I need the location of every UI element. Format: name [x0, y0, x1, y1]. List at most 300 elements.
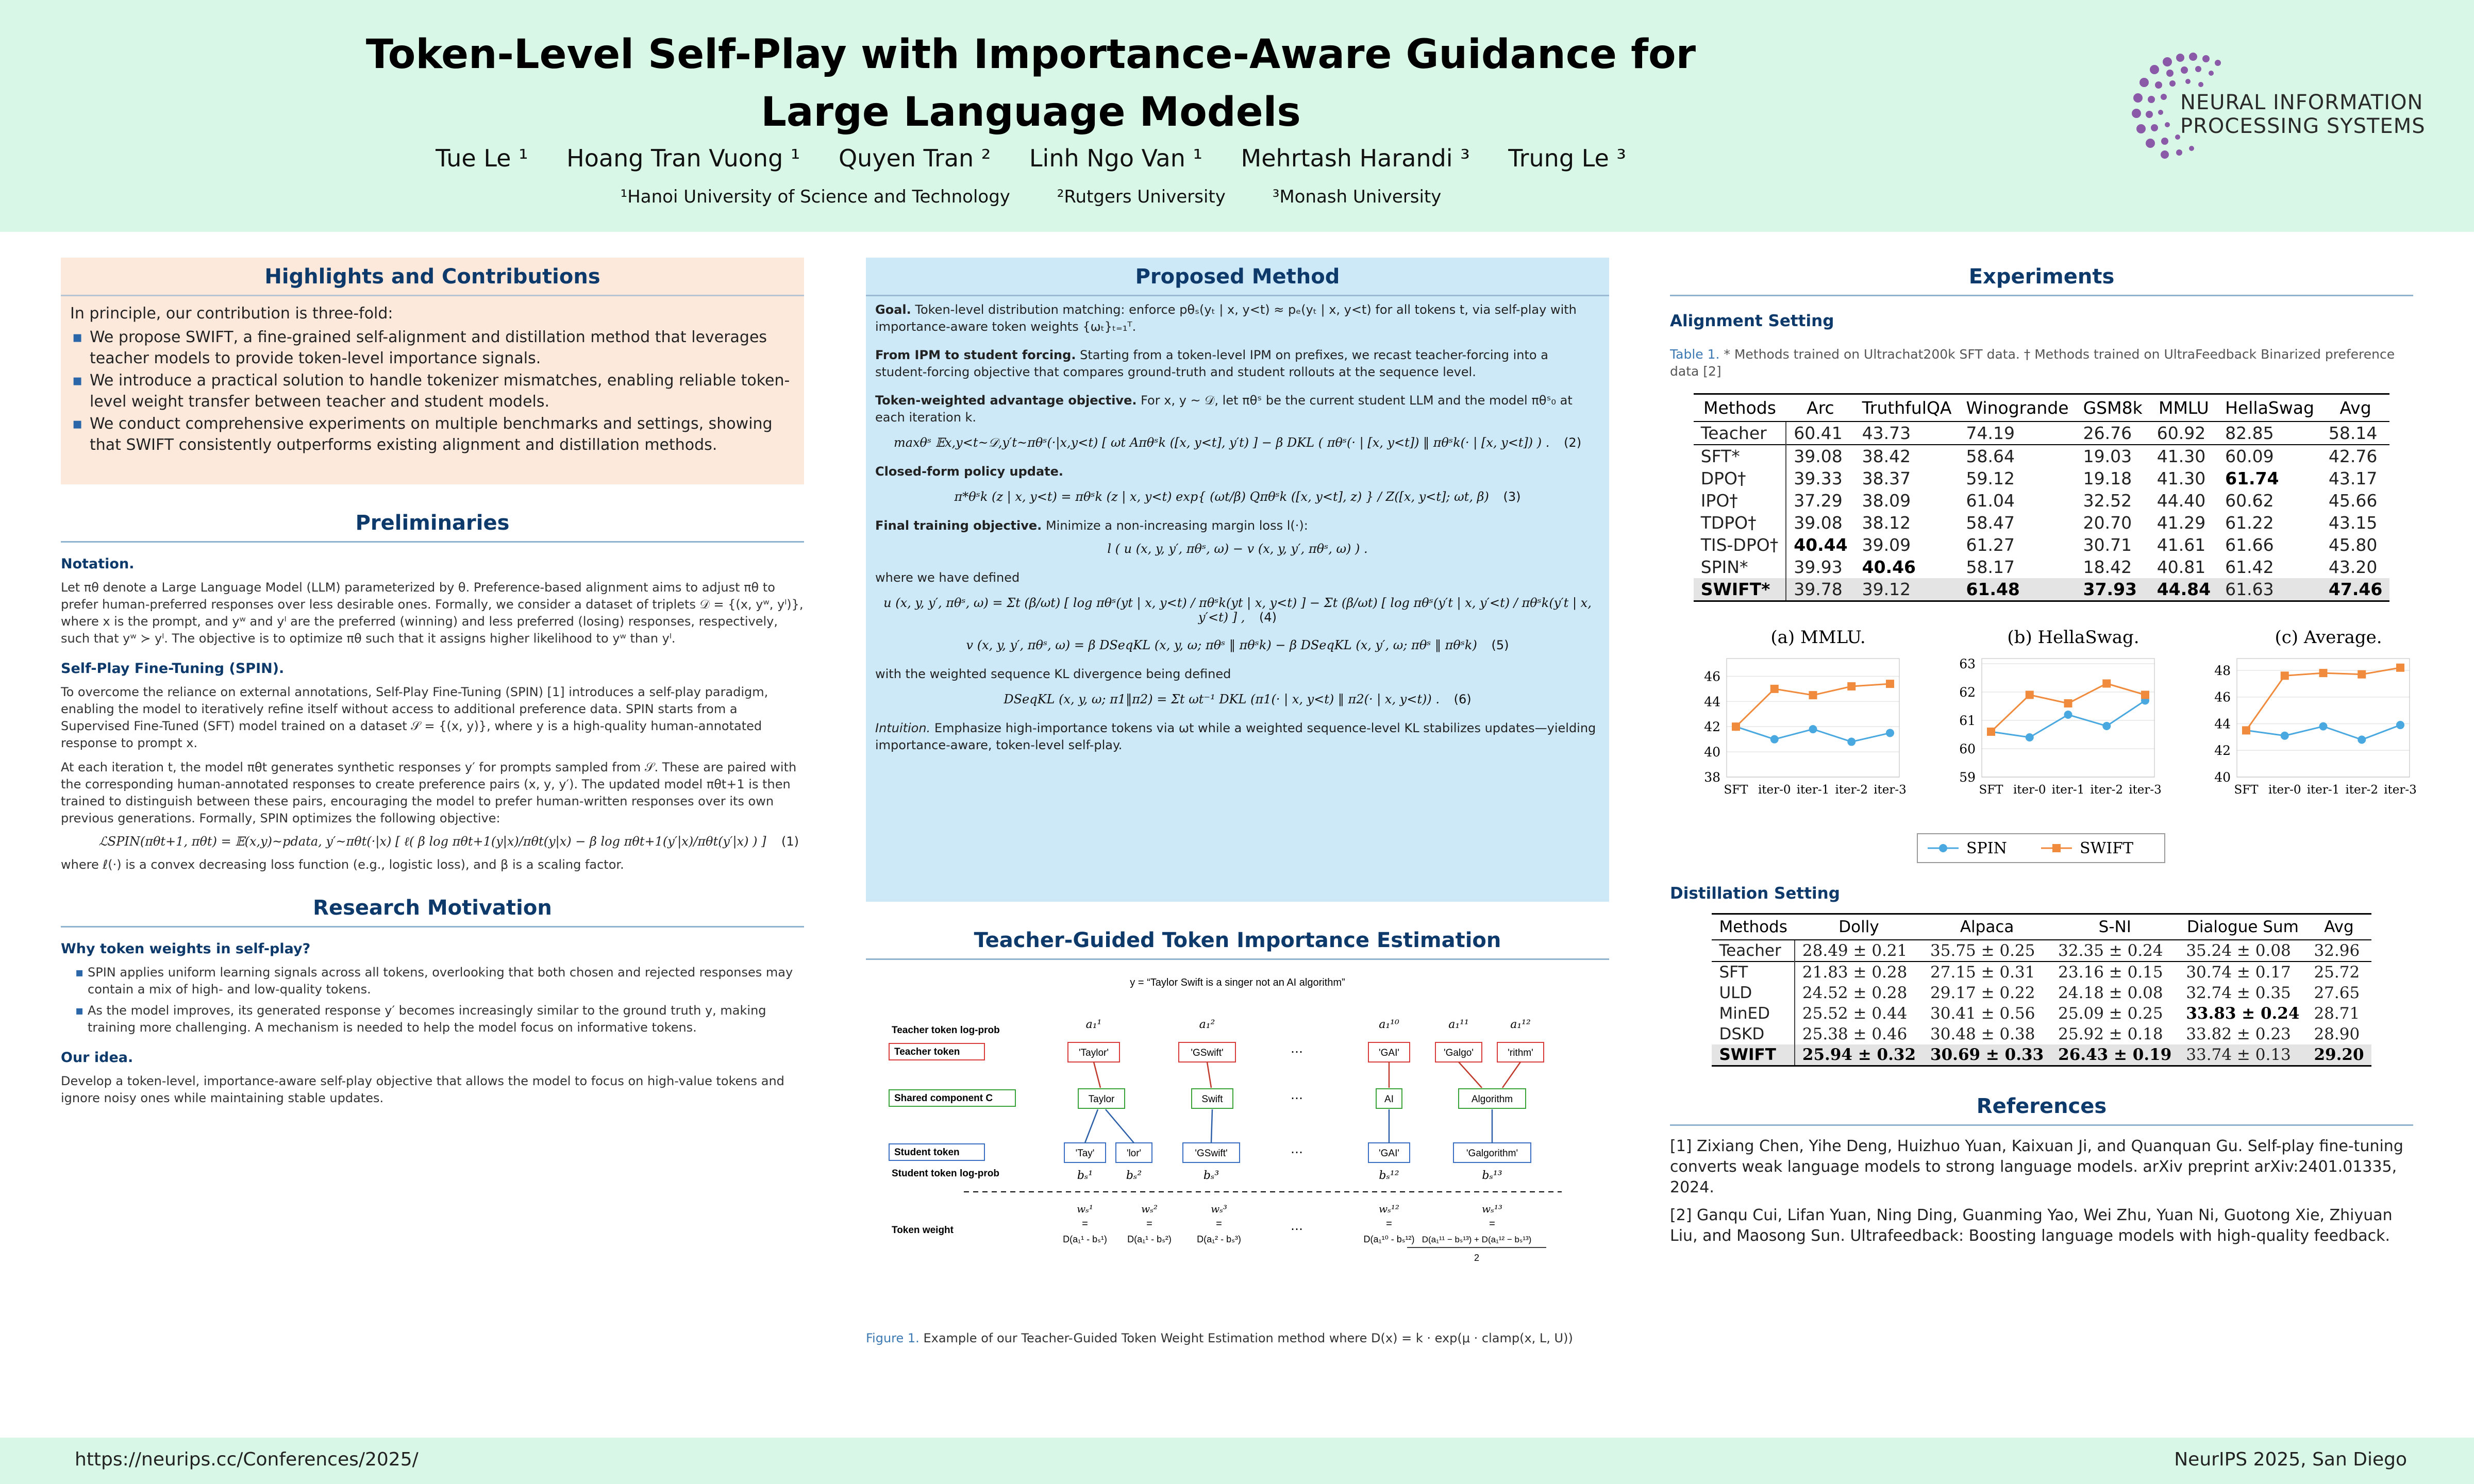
poster-title: [361, 26, 1701, 141]
data-point-spin: [1770, 735, 1779, 744]
table-cell: 41.30: [2150, 445, 2218, 467]
table-cell: 43.17: [2328, 468, 2378, 488]
data-point-spin: [2026, 733, 2034, 741]
figure-caption: [866, 1331, 1609, 1345]
data-point-swift: [2358, 670, 2366, 679]
student-logprob: bₛ¹²: [1379, 1169, 1399, 1182]
equation-1: [61, 834, 804, 849]
paragraph: [875, 301, 1600, 335]
row-label: Teacher token log-prob: [892, 1025, 1000, 1036]
equals: =: [1386, 1218, 1392, 1229]
table-cell: 29.17 ± 0.22: [1930, 984, 2035, 1002]
x-tick-label: iter-0: [1758, 783, 1791, 797]
table-cell: DPO†: [1694, 467, 1786, 490]
equation-text: π*θˢk (z | x, y<t) = πθˢk (z | x, y<t) exp{ (ωt/β) Qπθˢk ([x, y<t], z) } / Z([x, y<t]; ωt, β): [954, 490, 1489, 504]
table-cell: 28.49 ± 0.21: [1802, 941, 1908, 960]
table-cell: 43.20: [2328, 557, 2378, 577]
row-label: Teacher token: [894, 1047, 960, 1057]
table-cell: 60.41: [1794, 423, 1843, 443]
legend-marker-spin: [1939, 844, 1947, 852]
column-header: TruthfulQA: [1855, 394, 1959, 422]
data-point-spin: [1886, 729, 1894, 737]
text: Token-level distribution matching: enforce pθₛ(yₜ | x, y<t) ≈ pₑ(yₜ | x, y<t) for all tokens t, via self-play with importance-aware token weights {ωₜ}ₜ₌₁ᵀ.: [875, 302, 1577, 334]
series-line-swift: [1736, 684, 1890, 727]
y-tick-label: 46: [1704, 669, 1720, 684]
list-item: ▪ We conduct comprehensive experiments on multiple benchmarks and settings, showing that SWIFT consistently outperforms existing alignment and distillation methods.: [72, 413, 793, 456]
subheading: Our idea.: [61, 1050, 133, 1066]
table-cell: 39.08: [1786, 445, 1854, 467]
list-item: ▪ We introduce a practical solution to handle tokenizer mismatches, enabling reliable token-level weight transfer between teacher and student models.: [72, 370, 793, 412]
data-point-swift: [2141, 691, 2149, 699]
y-tick-label: 61: [1959, 713, 1976, 728]
teacher-token: 'Galgo': [1444, 1048, 1474, 1058]
table-cell: 39.33: [1794, 468, 1843, 488]
row-label: Shared component C: [894, 1093, 993, 1104]
row-label: Token weight: [892, 1225, 954, 1236]
title-line-1: Token-Level Self-Play with Importance-Aware Guidance for: [365, 31, 1696, 78]
alignment-table: [1694, 393, 2390, 602]
column-header: Methods: [1712, 914, 1794, 940]
table-cell: 59.12: [1966, 468, 2015, 488]
author: Mehrtash Harandi ³: [1241, 144, 1470, 172]
student-logprob: bₛ³: [1203, 1169, 1219, 1182]
data-point-swift: [1987, 728, 1995, 736]
table-row: [1694, 467, 2390, 490]
caption-label: Table 1.: [1670, 347, 1720, 362]
middle-column: [866, 258, 1609, 1352]
table-cell: 33.74 ± 0.13: [2179, 1044, 2306, 1066]
student-arrow: [1085, 1109, 1098, 1143]
data-point-swift: [2242, 726, 2250, 734]
table-cell: 41.30: [2157, 468, 2206, 488]
student-token: 'Galgorithm': [1466, 1148, 1518, 1159]
table-cell: SFT: [1712, 962, 1794, 983]
paragraph: [875, 347, 1600, 381]
teacher-row: [1712, 940, 2371, 962]
table-cell: 61.74: [2225, 468, 2279, 488]
section-title: Highlights and Contributions: [61, 258, 804, 296]
column-header: MMLU: [2150, 394, 2218, 422]
table-cell: 40.44: [1794, 535, 1848, 555]
distillation-table: [1712, 913, 2371, 1067]
x-tick-label: iter-1: [2051, 783, 2085, 797]
list-item: ▪ We propose SWIFT, a fine-grained self-alignment and distillation method that leverages teacher models to provide token-level importance signals.: [72, 327, 793, 369]
y-tick-label: 44: [1704, 694, 1720, 710]
conference-link[interactable]: https://neurips.cc/Conferences/2025/: [75, 1449, 419, 1470]
table-cell: 30.41 ± 0.56: [1930, 1004, 2035, 1023]
table-cell: 21.83 ± 0.28: [1795, 962, 1923, 983]
title-line-2: Large Language Models: [761, 89, 1301, 136]
logo-line-1: NEURAL INFORMATION: [2180, 91, 2423, 114]
affiliation-list: [361, 187, 1701, 207]
references-section: [1670, 1087, 2413, 1246]
x-tick-label: SFT: [1724, 783, 1748, 797]
paragraph: [875, 517, 1600, 534]
chart-title: (c) Average.: [2275, 627, 2382, 648]
text: Starting from a token-level IPM on prefixes, we recast teacher-forcing into a student-forcing objective that compares ground-truth and student rollouts at the sequence level.: [875, 348, 1548, 379]
text: Minimize a non-increasing margin loss l(·):: [1045, 518, 1308, 533]
table-cell: 61.04: [1966, 491, 2015, 511]
motivation-section: [61, 889, 804, 1107]
table-cell: 43.73: [1862, 423, 1911, 443]
student-token: 'lor': [1126, 1148, 1142, 1159]
teacher-token: 'rithm': [1508, 1048, 1533, 1058]
table-row: [1694, 445, 2390, 467]
table-cell: 61.22: [2225, 513, 2274, 533]
poster-header: [0, 0, 2474, 232]
row-label: Student token: [894, 1147, 960, 1158]
student-token: 'Tay': [1075, 1148, 1095, 1159]
chart-title: (b) HellaSwag.: [2007, 627, 2139, 648]
author-list: [361, 144, 1701, 172]
x-tick-label: iter-0: [2268, 783, 2301, 797]
teacher-logprob: a₁¹: [1085, 1018, 1102, 1031]
table-cell: 30.48 ± 0.38: [1930, 1025, 2035, 1043]
equals: =: [1216, 1218, 1222, 1229]
teacher-token: 'Taylor': [1079, 1048, 1109, 1058]
data-point-swift: [1847, 682, 1855, 690]
table-row: [1712, 1003, 2371, 1024]
table-cell: 60.09: [2218, 445, 2321, 467]
x-tick-label: SFT: [1979, 783, 2003, 797]
table-cell: 28.71: [2314, 1004, 2360, 1023]
poster-footer: [0, 1438, 2474, 1484]
table-header-row: [1712, 914, 2371, 940]
shared-token: Taylor: [1088, 1094, 1115, 1105]
shared-token: AI: [1384, 1094, 1394, 1105]
table-cell: 29.20: [2306, 1044, 2371, 1066]
token-weight: wₛ¹: [1077, 1203, 1093, 1215]
equation-number: (3): [1503, 490, 1521, 504]
table-row: [1694, 556, 2390, 578]
data-point-spin: [1809, 725, 1817, 733]
token-weight: wₛ³: [1211, 1203, 1227, 1215]
paragraph: where we have defined: [875, 570, 1020, 585]
table-cell: 42.76: [2321, 445, 2389, 467]
student-arrow: [1106, 1109, 1134, 1143]
table-body: [1694, 421, 2390, 601]
table-cell: 30.74 ± 0.17: [2179, 962, 2306, 983]
y-tick-label: 62: [1959, 685, 1976, 700]
table-cell: 39.09: [1862, 535, 1911, 555]
table-cell: 24.52 ± 0.28: [1802, 984, 1908, 1002]
subheading: Self-Play Fine-Tuning (SPIN).: [61, 661, 285, 677]
ellipsis: ⋯: [1291, 1222, 1303, 1236]
paragraph: where ℓ(·) is a convex decreasing loss function (e.g., logistic loss), and β is a scaling factor.: [61, 857, 624, 872]
equation-text: v (x, y, y′, πθˢ, ω) = β DSeqKL (x, y, ω; πθˢ ‖ πθˢk) − β DSeqKL (x, y′, ω; πθˢ ‖ πθˢk): [966, 638, 1477, 652]
shared-token: Algorithm: [1471, 1094, 1513, 1105]
subheading: Distillation Setting: [1670, 884, 1840, 903]
column-header: Dolly: [1795, 914, 1923, 940]
legend-marker-swift: [2052, 844, 2061, 852]
student-logprob: bₛ²: [1126, 1169, 1142, 1182]
x-tick-label: iter-0: [2013, 783, 2046, 797]
table-cell: SFT*: [1694, 445, 1786, 467]
table-cell: 41.61: [2157, 535, 2206, 555]
paragraph: To overcome the reliance on external annotations, Self-Play Fine-Tuning (SPIN) [1] introduces a self-play paradigm, enabling the model to iteratively refine itself without access to additional preference data. SPIN starts from a Supervised Fine-Tuned (SFT) model trained on a dataset 𝒮 = {(x, y)}, where y is a high-quality human-annotated response to prompt x.: [61, 685, 768, 750]
list-item: ▪ As the model improves, its generated response y′ becomes increasingly similar to the ground truth y, making training more challenging. A mechanism is needed to help the model focus on informative tokens.: [75, 1002, 804, 1036]
text: Emphasize high-importance tokens via ωt while a weighted sequence-level KL stabilizes updates—yielding importance-aware, token-level self-play.: [875, 721, 1596, 752]
teacher-logprob: a₁²: [1199, 1018, 1215, 1031]
table-row: [1712, 1024, 2371, 1044]
student-token: 'GAI': [1379, 1148, 1399, 1159]
table-cell: ULD: [1712, 983, 1794, 1003]
column-header: Dialogue Sum: [2179, 914, 2306, 940]
table-cell: 28.90: [2314, 1025, 2360, 1043]
section-title: References: [1670, 1087, 2413, 1126]
y-tick-label: 42: [2214, 743, 2231, 758]
table-cell: 25.92 ± 0.18: [2058, 1025, 2163, 1043]
paragraph: with the weighted sequence KL divergence being defined: [875, 667, 1231, 681]
table-cell: 19.18: [2083, 468, 2132, 488]
table-cell: 35.75 ± 0.25: [1930, 941, 2035, 960]
section-title: Preliminaries: [61, 504, 804, 543]
teacher-logprob: a₁¹⁰: [1379, 1018, 1399, 1031]
legend-label: SWIFT: [2080, 839, 2134, 857]
table-cell: 45.66: [2328, 491, 2378, 511]
highlights-section: [61, 258, 804, 484]
table-row: [1712, 962, 2371, 983]
section-title: Research Motivation: [61, 889, 804, 927]
affiliation: ²Rutgers University: [1057, 187, 1226, 207]
student-logprob: bₛ¹: [1077, 1169, 1093, 1182]
author: Quyen Tran ²: [838, 144, 991, 172]
y-tick-label: 59: [1959, 770, 1976, 785]
equation-6: [875, 692, 1600, 706]
y-tick-label: 38: [1704, 770, 1720, 785]
table-row: [1712, 983, 2371, 1003]
table-cell: 61.66: [2225, 535, 2274, 555]
table-cell: 37.93: [2076, 578, 2150, 601]
table-cell: 39.08: [1794, 513, 1843, 533]
ellipsis: ⋯: [1291, 1045, 1303, 1059]
line-charts: [1670, 612, 2417, 880]
table-cell: 44.84: [2150, 578, 2218, 601]
preliminaries-section: [61, 504, 804, 873]
data-point-spin: [2319, 722, 2328, 731]
teacher-arrow: [1502, 1062, 1520, 1088]
data-point-swift: [2396, 664, 2404, 672]
table-cell: 58.14: [2328, 423, 2378, 443]
table-caption: [1670, 346, 2413, 380]
data-point-spin: [2396, 721, 2404, 729]
data-point-spin: [2064, 711, 2072, 719]
equation-3: [875, 490, 1600, 504]
data-point-swift: [1886, 680, 1894, 688]
column-header: Winogrande: [1959, 394, 2076, 422]
table-cell: 61.27: [1966, 535, 2015, 555]
table-row: [1694, 534, 2390, 556]
table-cell: 33.83 ± 0.24: [2186, 1004, 2300, 1023]
token-weight-diagram: [866, 970, 1609, 1352]
table-cell: TIS-DPO†: [1694, 534, 1786, 556]
lead: From IPM to student forcing.: [875, 348, 1076, 362]
list-item: ▪ SPIN applies uniform learning signals across all tokens, overlooking that both chosen and rejected responses may contain a mix of high- and low-quality tokens.: [75, 964, 804, 998]
table-cell: 58.47: [1966, 513, 2015, 533]
data-point-swift: [2064, 699, 2072, 707]
table-cell: 39.78: [1786, 578, 1854, 601]
table-cell: 61.48: [1959, 578, 2076, 601]
table-cell: 39.93: [1794, 557, 1843, 577]
student-token: 'GSwift': [1195, 1148, 1228, 1159]
table-cell: 74.19: [1966, 423, 2015, 443]
data-point-swift: [1809, 691, 1817, 699]
table-cell: 82.85: [2225, 423, 2274, 443]
column-header: Arc: [1786, 394, 1854, 422]
table-cell: 44.40: [2157, 491, 2206, 511]
table-cell: 61.42: [2225, 557, 2274, 577]
table-cell: 38.12: [1862, 513, 1911, 533]
weight-formula: D(a₁¹⁰ - bₛ¹²): [1363, 1234, 1415, 1244]
ellipsis: ⋯: [1291, 1091, 1303, 1105]
table-cell: 45.80: [2328, 535, 2378, 555]
teacher-arrow: [1207, 1062, 1211, 1088]
x-tick-label: iter-2: [2090, 783, 2124, 797]
table-cell: 20.70: [2083, 513, 2132, 533]
student-logprob: bₛ¹³: [1482, 1169, 1502, 1182]
data-point-spin: [2281, 732, 2289, 740]
data-point-swift: [2026, 691, 2034, 699]
table-cell: 26.76: [2083, 423, 2132, 443]
equation-text: ℒSPIN(πθt+1, πθt) = 𝔼(x,y)~pdata, y′~πθt(·|x) [ ℓ( β log πθt+1(y|x)/πθt(y|x) − β log πθt+1(y′|x)/πθt(y′|x) ) ]: [98, 834, 766, 849]
paragraph: [875, 463, 1600, 480]
legend-label: SPIN: [1966, 839, 2007, 857]
table-cell: 40.81: [2157, 557, 2206, 577]
table-cell: 47.46: [2321, 578, 2389, 601]
shared-token: Swift: [1201, 1094, 1223, 1105]
highlights-list: [61, 327, 804, 456]
data-point-swift: [2102, 680, 2111, 688]
paragraph: Develop a token-level, importance-aware self-play objective that allows the model to focus on high-value tokens and ignore noisy ones while maintaining stable updates.: [61, 1074, 784, 1105]
paragraph: [875, 720, 1600, 754]
table-cell: IPO†: [1694, 490, 1786, 512]
reference-item: [1] Zixiang Chen, Yihe Deng, Huizhuo Yuan, Kaixuan Ji, and Quanquan Gu. Self-play fine-tuning converts weak language models to strong language models. arXiv preprint arXiv:2401.01335, 2024.: [1670, 1137, 2403, 1196]
table-cell: 37.29: [1794, 491, 1843, 511]
venue-label: NeurIPS 2025, San Diego: [2174, 1449, 2407, 1470]
equation-number: (6): [1453, 692, 1472, 706]
table-cell: 25.09 ± 0.25: [2058, 1004, 2163, 1023]
table-header-row: [1694, 394, 2390, 422]
weight-denominator: 2: [1474, 1253, 1480, 1263]
table-cell: 35.24 ± 0.08: [2186, 941, 2291, 960]
table-cell: SPIN*: [1694, 556, 1786, 578]
token-weight: wₛ²: [1141, 1203, 1158, 1215]
equals: =: [1146, 1218, 1152, 1229]
method-content: [866, 296, 1609, 766]
equals: =: [1489, 1218, 1495, 1229]
y-tick-label: 40: [1704, 745, 1720, 760]
logo-line-2: PROCESSING SYSTEMS: [2180, 114, 2426, 138]
table-row: [1694, 490, 2390, 512]
table-cell: 24.18 ± 0.08: [2058, 984, 2163, 1002]
table-body: [1712, 940, 2371, 1066]
table-cell: 23.16 ± 0.15: [2051, 962, 2179, 983]
teacher-row: [1694, 421, 2390, 445]
author: Trung Le ³: [1508, 144, 1626, 172]
weight-formula: D(a₁¹ - bₛ²): [1127, 1234, 1172, 1244]
y-tick-label: 46: [2214, 689, 2231, 705]
table-cell: 32.52: [2083, 491, 2132, 511]
data-point-swift: [1770, 685, 1779, 693]
section-title: Proposed Method: [866, 258, 1609, 296]
table-cell: 19.03: [2076, 445, 2150, 467]
column-header: Avg: [2321, 394, 2389, 422]
table-cell: MinED: [1712, 1003, 1794, 1024]
affiliation: ¹Hanoi University of Science and Technology: [620, 187, 1010, 207]
caption-text: Example of our Teacher-Guided Token Weight Estimation method where D(x) = k · exp(μ · clamp(x, L, U)): [923, 1331, 1573, 1345]
equals: =: [1082, 1218, 1088, 1229]
table-cell: 33.82 ± 0.23: [2186, 1025, 2291, 1043]
chart-title: (a) MMLU.: [1770, 627, 1866, 648]
column-header: Avg: [2306, 914, 2371, 940]
lead: Goal.: [875, 302, 911, 317]
table-cell: 58.64: [1959, 445, 2076, 467]
highlights-intro: In principle, our contribution is three-fold:: [70, 305, 393, 323]
section-title: Experiments: [1670, 258, 2413, 296]
text: For x, y ~ 𝒟, let πθˢ be the current student LLM and the model πθˢ₀ at each iteration k.: [875, 393, 1573, 425]
teacher-token: 'GSwift': [1191, 1048, 1224, 1058]
table-cell: 30.71: [2083, 535, 2132, 555]
reference-item: [2] Ganqu Cui, Lifan Yuan, Ning Ding, Guanming Yao, Wei Zhu, Yuan Ni, Guotong Xie, Zhiyuan Liu, and Maosong Sun. Ultrafeedback: Boosting language models with high-quality feedback.: [1670, 1206, 2393, 1245]
subheading: Why token weights in self-play?: [61, 941, 311, 957]
teacher-logprob: a₁¹²: [1510, 1018, 1531, 1031]
data-point-swift: [1732, 722, 1740, 731]
weight-formula: D(a₁¹¹ − bₛ¹³) + D(a₁¹² − bₛ¹³): [1422, 1235, 1532, 1244]
table-cell: 58.17: [1966, 557, 2015, 577]
column-header: HellaSwag: [2218, 394, 2321, 422]
table-cell: 25.72: [2306, 962, 2371, 983]
data-point-spin: [2102, 722, 2111, 730]
right-column: [1670, 258, 2417, 1254]
teacher-arrow: [1094, 1062, 1100, 1088]
table-cell: 40.46: [1862, 557, 1916, 577]
equation-number: (2): [1564, 435, 1582, 450]
final-objective-equation: l ( u (x, y, y′, πθˢ, ω) − v (x, y, y′, πθˢ, ω) ) .: [1107, 542, 1368, 556]
equation-number: (4): [1259, 610, 1277, 625]
y-tick-label: 42: [1704, 719, 1720, 735]
token-weight: wₛ¹²: [1379, 1203, 1399, 1215]
x-tick-label: iter-1: [1796, 783, 1830, 797]
equation-text: DSeqKL (x, y, ω; π1‖π2) = Σt ωt⁻¹ DKL (π1(· | x, y<t) ‖ π2(· | x, y<t)) .: [1004, 692, 1440, 706]
y-tick-label: 60: [1959, 741, 1976, 756]
example-sentence: y = “Taylor Swift is a singer not an AI algorithm”: [1130, 977, 1345, 988]
table-cell: SWIFT*: [1694, 578, 1786, 601]
paragraph: At each iteration t, the model πθt generates synthetic responses y′ for prompts sampled from 𝒮. These are paired with the corresponding human-annotated responses to create preference pairs (x, y, y′). The updated model πθt+1 is then trained to distinguish between these pairs, encouraging the model to prefer human-written responses over its own previous generations. Formally, SPIN optimizes the following objective:: [61, 760, 797, 825]
table-cell: 32.74 ± 0.35: [2186, 984, 2291, 1002]
teacher-guided-section: [866, 921, 1609, 1352]
equation-text: maxθˢ 𝔼x,y<t~𝒟,y′t~πθˢ(·|x,y<t) [ ωt Aπθˢk ([x, y<t], y′t) ] − β DKL ( πθˢ(· | [x, y<t]) ‖ πθˢk(· | [x, y<t]) ) .: [893, 435, 1550, 450]
table-cell: DSKD: [1712, 1024, 1794, 1044]
paragraph: Let πθ denote a Large Language Model (LLM) parameterized by θ. Preference-based alignment aims to adjust πθ to prefer human-preferred responses over less desirable ones. Formally, we consider a dataset of triplets 𝒟 = {(x, yʷ, yˡ)}, where x is the prompt, and yʷ and yˡ are the preferred (winning) and less preferred (losing) responses, respectively, such that yʷ ≻ yˡ. The objective is to optimize πθ such that it assigns higher likelihood to yʷ than yˡ.: [61, 580, 804, 646]
column-header: Alpaca: [1923, 914, 2051, 940]
equation-text: u (x, y, y′, πθˢ, ω) = Σt (β/ωt) [ log πθˢ(yt | x, y<t) / πθˢk(yt | x, y<t) ] − Σt (β/ωt) [ log πθˢ(y′t | x, y′<t) / πθˢk(y′t | x, y′<t) ] ,: [883, 596, 1592, 625]
equation-2: [875, 435, 1600, 450]
ellipsis: ⋯: [1291, 1145, 1303, 1159]
table-cell: 30.69 ± 0.33: [1923, 1044, 2051, 1066]
data-point-swift: [2319, 669, 2328, 677]
author: Tue Le ¹: [436, 144, 528, 172]
table-cell: Teacher: [1694, 421, 1786, 445]
series-line-swift: [1991, 684, 2145, 732]
teacher-arrow: [1459, 1062, 1482, 1088]
table-cell: 43.15: [2328, 513, 2378, 533]
column-header: Methods: [1694, 394, 1786, 422]
teacher-token: 'GAI': [1379, 1048, 1399, 1058]
x-tick-label: iter-2: [2345, 783, 2379, 797]
column-header: GSM8k: [2076, 394, 2150, 422]
table-cell: 38.09: [1862, 491, 1911, 511]
table-cell: Teacher: [1712, 940, 1794, 962]
